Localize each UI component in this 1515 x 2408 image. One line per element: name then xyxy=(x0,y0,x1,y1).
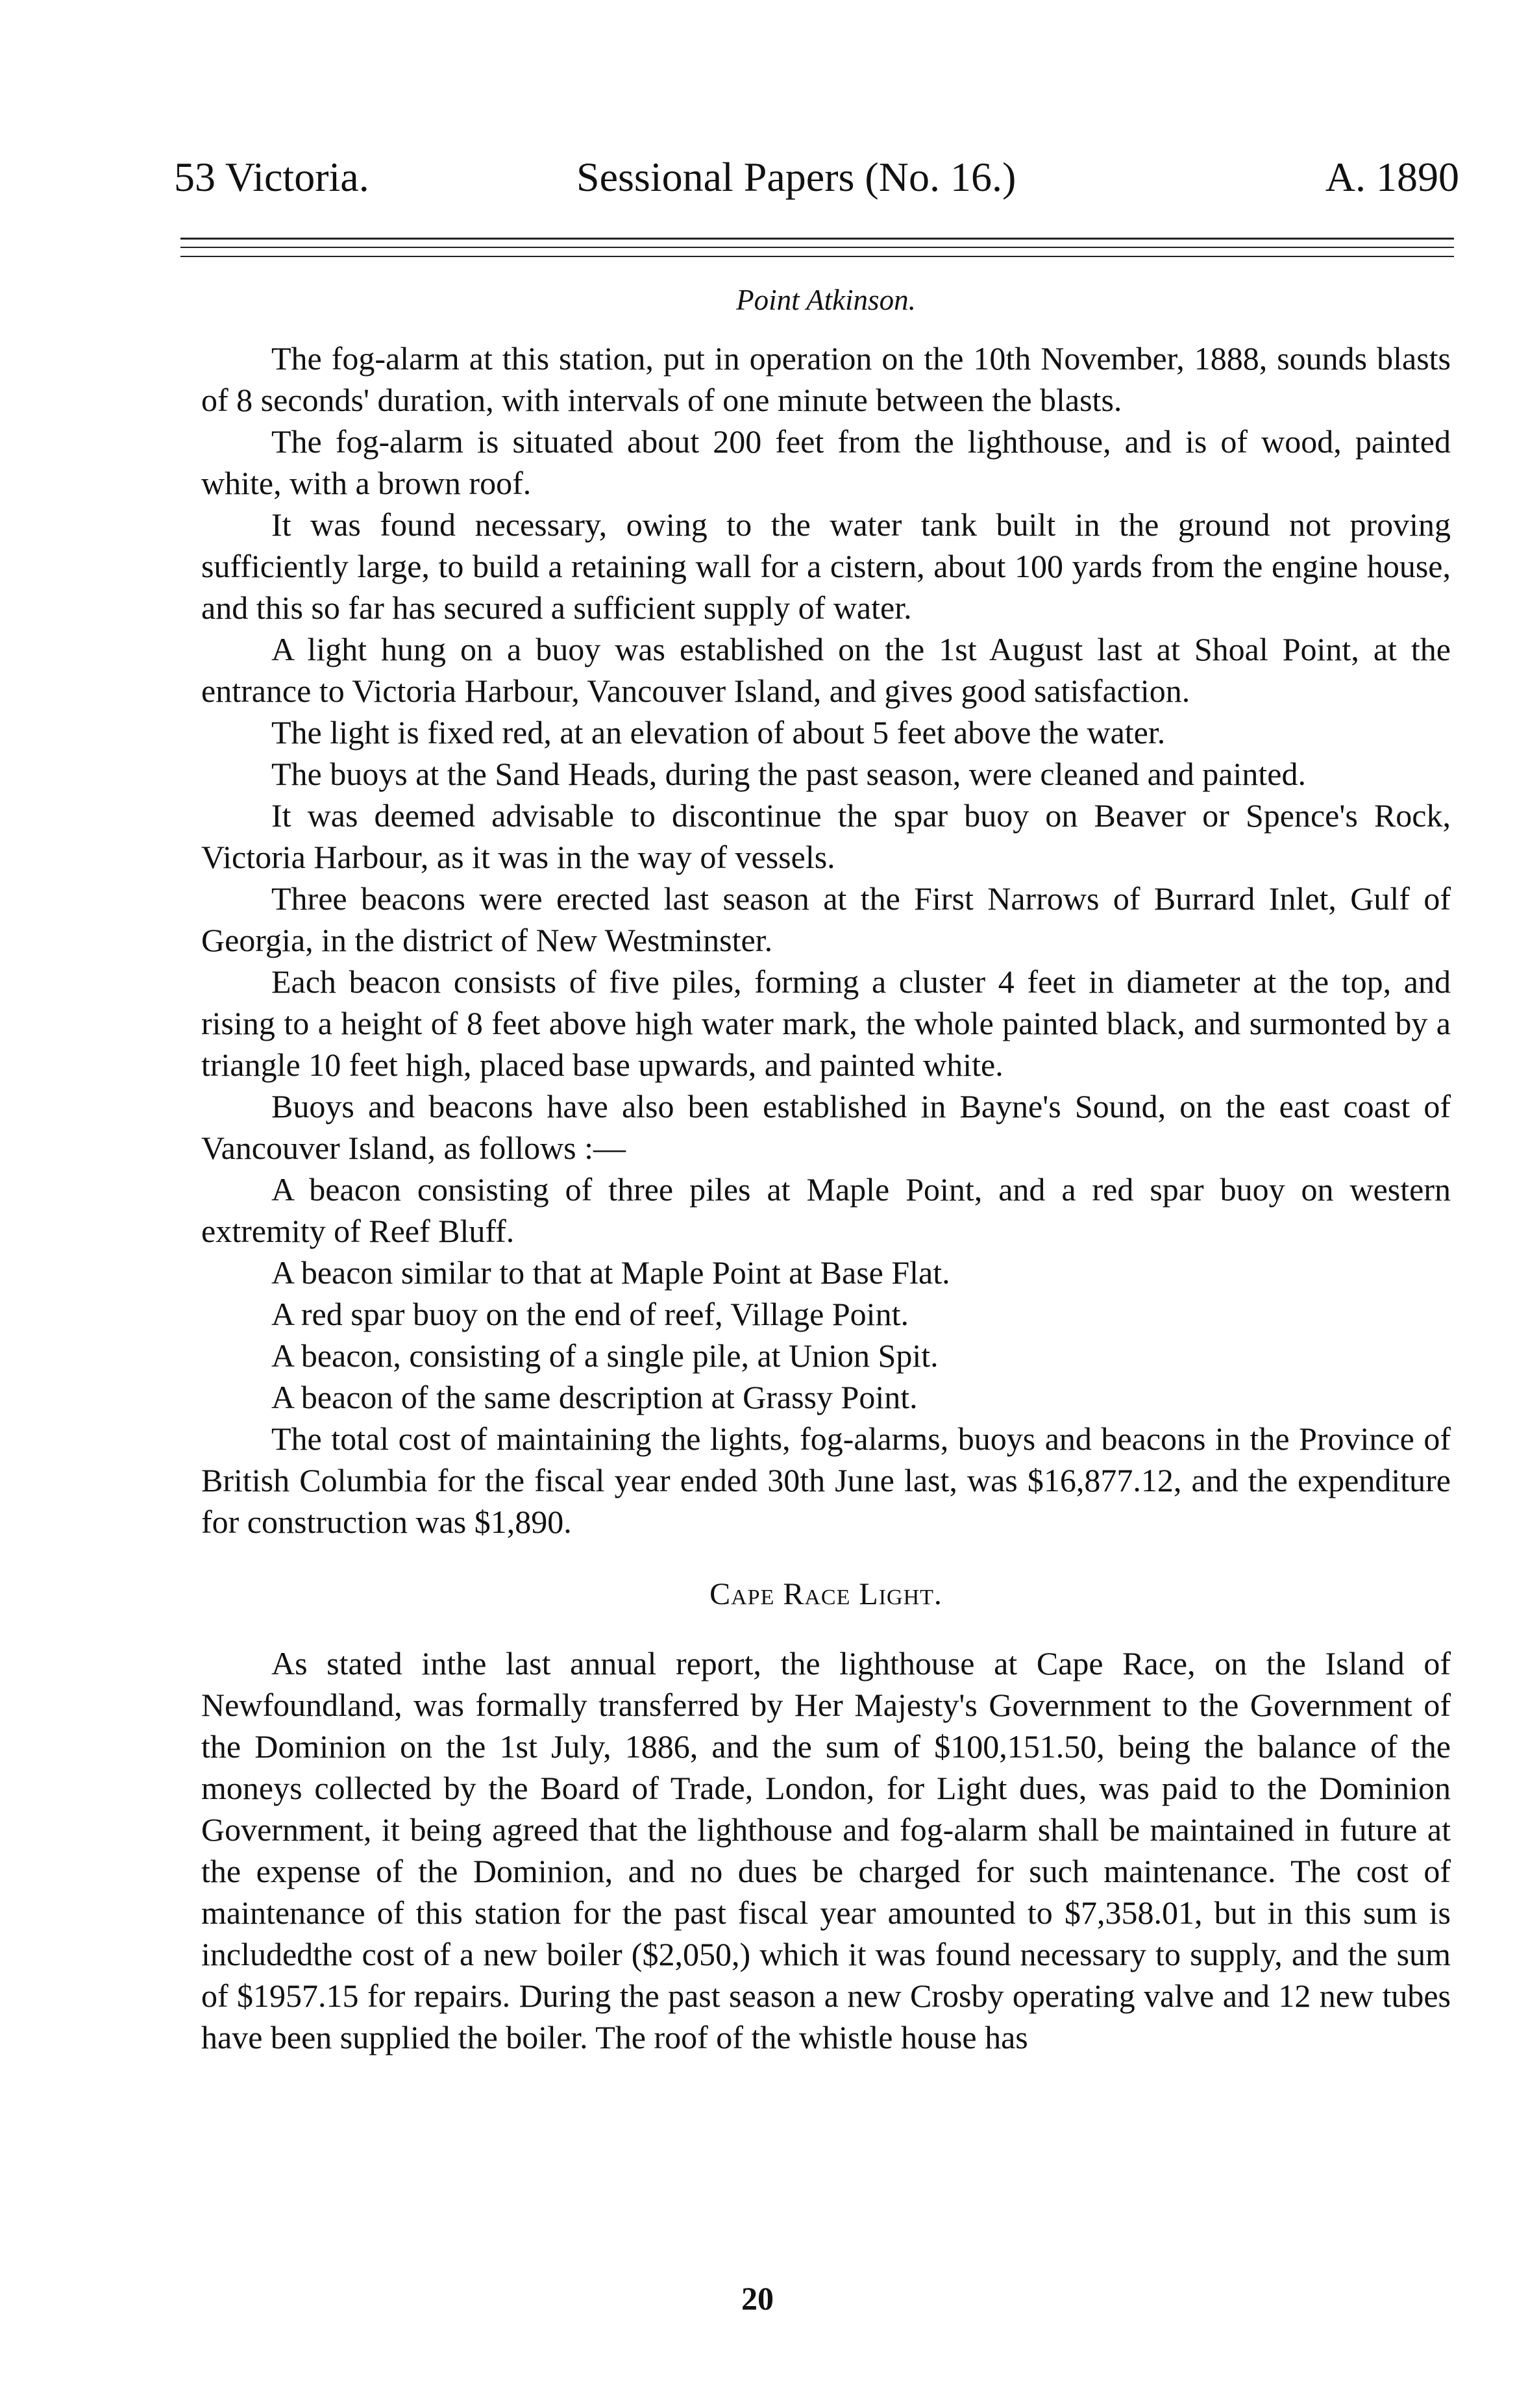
paragraph: The light is fixed red, at an elevation of about 5 feet above the water. xyxy=(271,714,1166,751)
body-text xyxy=(201,273,1451,2058)
section-heading-cape-race-light: Cape Race Light. xyxy=(709,1577,942,1611)
header-rule-thin xyxy=(180,247,1454,248)
paragraph: Three beacons were erected last season at the First Narrows of Burrard Inlet, Gulf of Georgia, in the district of New Westminster. xyxy=(201,880,1451,958)
paragraph: The buoys at the Sand Heads, during the past season, were cleaned and painted. xyxy=(271,756,1306,792)
header-rule-thin-2 xyxy=(180,256,1454,257)
header-rule xyxy=(180,238,1454,240)
paragraph: A beacon, consisting of a single pile, at Union Spit. xyxy=(271,1337,939,1374)
paragraph: As stated inthe last annual report, the lighthouse at Cape Race, on the Island of Newfoundland, was formally transferred by Her Majesty's Government to the Government of the Dominion on the 1st July, 1886, and the sum of $100,151.50, being the balance of the moneys collected by the Board of Trade, London, for Light dues, was paid to the Dominion Government, it being agreed that the lighthouse and fog-alarm shall be maintained in future at the expense of the Dominion, and no dues be charged for such maintenance. The cost of maintenance of this station for the past fiscal year amounted to $7,358.01, but in this sum is includedthe cost of a new boiler ($2,050,) which it was found necessary to supply, and the sum of $1957.15 for repairs. During the past season a new Crosby operating valve and 12 new tubes have been supplied the boiler. The roof of the whistle house has xyxy=(201,1645,1451,2055)
header-year: A. 1890 xyxy=(1325,154,1459,200)
paragraph: A red spar buoy on the end of reef, Village Point. xyxy=(271,1296,909,1332)
paragraph: It was deemed advisable to discontinue the spar buoy on Beaver or Spence's Rock, Victoria Harbour, as it was in the way of vessels. xyxy=(201,797,1451,875)
paragraph: A beacon consisting of three piles at Maple Point, and a red spar buoy on western extremity of Reef Bluff. xyxy=(201,1171,1451,1249)
paragraph: Each beacon consists of five piles, forming a cluster 4 feet in diameter at the top, and rising to a height of 8 feet above high water mark, the whole painted black, and surmonted by a triangle 10 feet high, placed base upwards, and painted white. xyxy=(201,963,1451,1083)
header-session: 53 Victoria. xyxy=(174,154,369,200)
paragraph: A beacon similar to that at Maple Point at Base Flat. xyxy=(271,1254,950,1291)
paragraph: It was found necessary, owing to the water tank built in the ground not proving sufficiently large, to build a retaining wall for a cistern, about 100 yards from the engine house, and this so far has secured a sufficient supply of water. xyxy=(201,506,1451,626)
paragraph: A light hung on a buoy was established on the 1st August last at Shoal Point, at the entrance to Victoria Harbour, Vancouver Island, and gives good satisfaction. xyxy=(201,631,1451,709)
section-heading-point-atkinson: Point Atkinson. xyxy=(736,284,916,316)
page-number: 20 xyxy=(741,2280,774,2316)
running-head xyxy=(174,148,1459,206)
paragraph: The fog-alarm at this station, put in operation on the 10th November, 1888, sounds blasts of 8 seconds' duration, with intervals of one minute between the blasts. xyxy=(201,340,1451,418)
paragraph: Buoys and beacons have also been established in Bayne's Sound, on the east coast of Vancouver Island, as follows :— xyxy=(201,1088,1451,1166)
header-title: Sessional Papers (No. 16.) xyxy=(576,154,1016,200)
paragraph: A beacon of the same description at Grassy Point. xyxy=(271,1379,918,1415)
paragraph: The total cost of maintaining the lights, fog-alarms, buoys and beacons in the Province of British Columbia for the fiscal year ended 30th June last, was $16,877.12, and the expenditure for construction was $1,890. xyxy=(201,1421,1451,1540)
paragraph: The fog-alarm is situated about 200 feet from the lighthouse, and is of wood, painted white, with a brown roof. xyxy=(201,423,1451,501)
